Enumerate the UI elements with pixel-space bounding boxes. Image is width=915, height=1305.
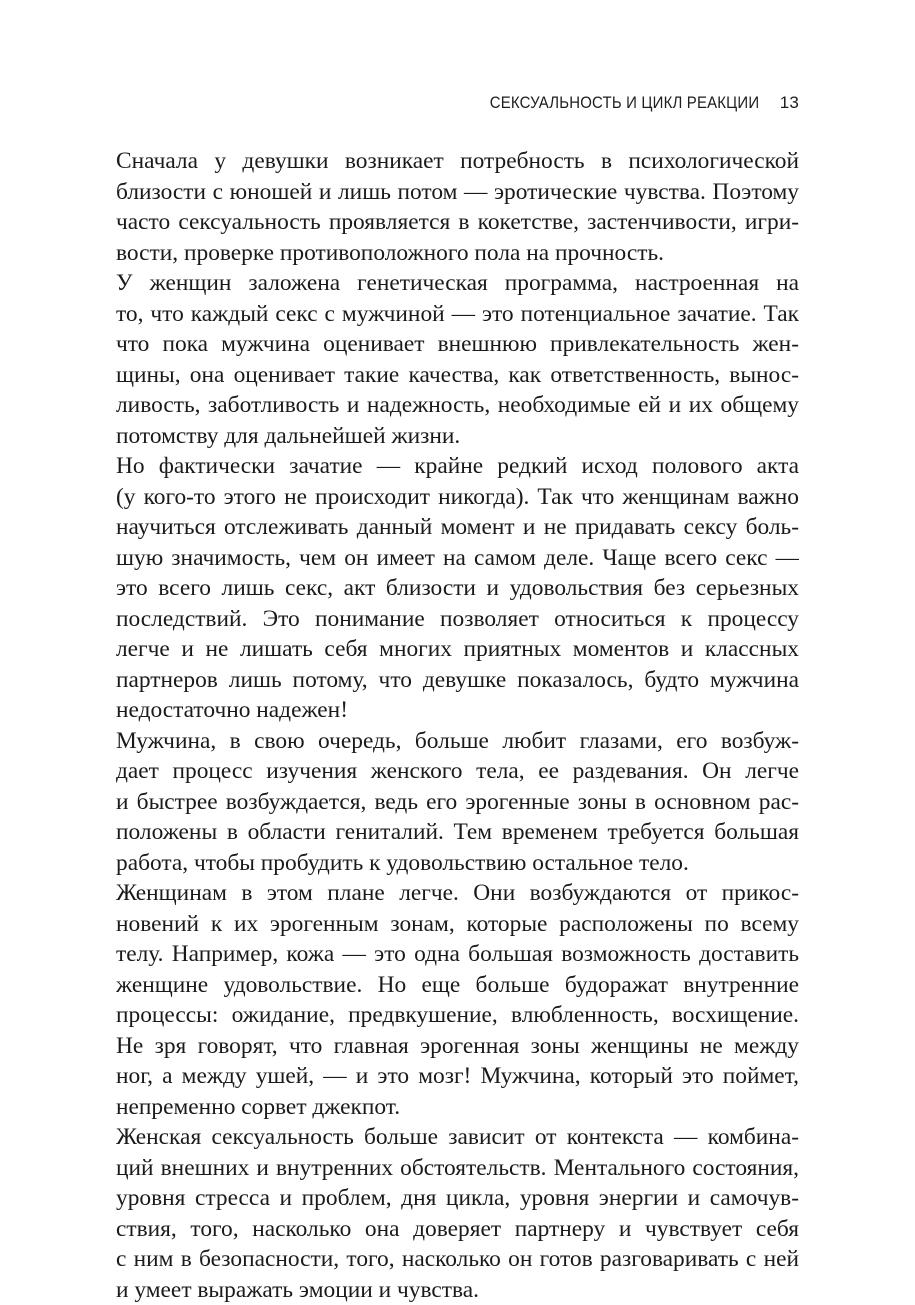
text-line: что пока мужчина оценивает внешнюю привлекательность жен- (116, 329, 799, 360)
text-line: Но фактически зачатие — крайне редкий исход полового акта (116, 451, 799, 482)
text-line: последствий. Это понимание позволяет относиться к процессу (116, 604, 799, 635)
paragraph (116, 878, 799, 1122)
text-line: ливость, заботливость и надежность, необходимые ей и их общему (116, 390, 799, 421)
text-line: Женщинам в этом плане легче. Они возбуждаются от прикос- (116, 878, 799, 909)
text-line: уровня стресса и проблем, дня цикла, уровня энергии и самочув- (116, 1183, 799, 1214)
text-line: Не зря говорят, что главная эрогенная зоны женщины не между (116, 1031, 799, 1062)
page-number: 13 (780, 93, 799, 113)
text-line: непременно сорвет джекпот. (116, 1092, 799, 1123)
text-line: шую значимость, чем он имеет на самом деле. Чаще всего секс — (116, 543, 799, 574)
text-line: потомству для дальнейшей жизни. (116, 421, 799, 452)
text-line: щины, она оценивает такие качества, как ответственность, вынос- (116, 360, 799, 391)
text-line: научиться отслеживать данный момент и не придавать сексу боль- (116, 512, 799, 543)
text-line: легче и не лишать себя многих приятных моментов и классных (116, 634, 799, 665)
text-line: ций внешних и внутренних обстоятельств. Ментального состояния, (116, 1153, 799, 1184)
text-line: Женская сексуальность больше зависит от контекста — комбина- (116, 1122, 799, 1153)
text-line: (у кого-то этого не происходит никогда). Так что женщинам важно (116, 482, 799, 513)
text-line: У женщин заложена генетическая программа, настроенная на (116, 268, 799, 299)
text-line: женщине удовольствие. Но еще больше будоражат внутренние (116, 970, 799, 1001)
text-line: часто сексуальность проявляется в кокетстве, застенчивости, игри- (116, 207, 799, 238)
text-line: то, что каждый секс с мужчиной — это потенциальное зачатие. Так (116, 299, 799, 330)
text-line: недостаточно надежен! (116, 695, 799, 726)
text-line: Мужчина, в свою очередь, больше любит глазами, его возбуж- (116, 726, 799, 757)
text-line: ствия, того, насколько она доверяет партнеру и чувствует себя (116, 1214, 799, 1245)
text-line: партнеров лишь потому, что девушке показалось, будто мужчина (116, 665, 799, 696)
text-line: дает процесс изучения женского тела, ее раздевания. Он легче (116, 756, 799, 787)
text-line: и умеет выражать эмоции и чувства. (116, 1275, 799, 1305)
paragraph (116, 726, 799, 879)
text-line: это всего лишь секс, акт близости и удовольствия без серьезных (116, 573, 799, 604)
text-line: телу. Например, кожа — это одна большая возможность доставить (116, 939, 799, 970)
text-line: новений к их эрогенным зонам, которые расположены по всему (116, 909, 799, 940)
body-text (116, 146, 799, 1305)
text-line: с ним в безопасности, того, насколько он готов разговаривать с ней (116, 1244, 799, 1275)
paragraph (116, 146, 799, 268)
text-line: и быстрее возбуждается, ведь его эрогенные зоны в основном рас- (116, 787, 799, 818)
chapter-title: СЕКСУАЛЬНОСТЬ И ЦИКЛ РЕАКЦИИ (490, 93, 760, 113)
text-line: ног, а между ушей, — и это мозг! Мужчина, который это поймет, (116, 1061, 799, 1092)
text-line: вости, проверке противоположного пола на прочность. (116, 238, 799, 269)
running-header (116, 90, 799, 116)
text-line: близости с юношей и лишь потом — эротические чувства. Поэтому (116, 177, 799, 208)
paragraph (116, 268, 799, 451)
text-line: работа, чтобы пробудить к удовольствию остальное тело. (116, 848, 799, 879)
paragraph (116, 1122, 799, 1305)
text-line: процессы: ожидание, предвкушение, влюбленность, восхищение. (116, 1000, 799, 1031)
paragraph (116, 451, 799, 726)
text-line: Сначала у девушки возникает потребность в психологической (116, 146, 799, 177)
text-line: положены в области гениталий. Тем временем требуется большая (116, 817, 799, 848)
